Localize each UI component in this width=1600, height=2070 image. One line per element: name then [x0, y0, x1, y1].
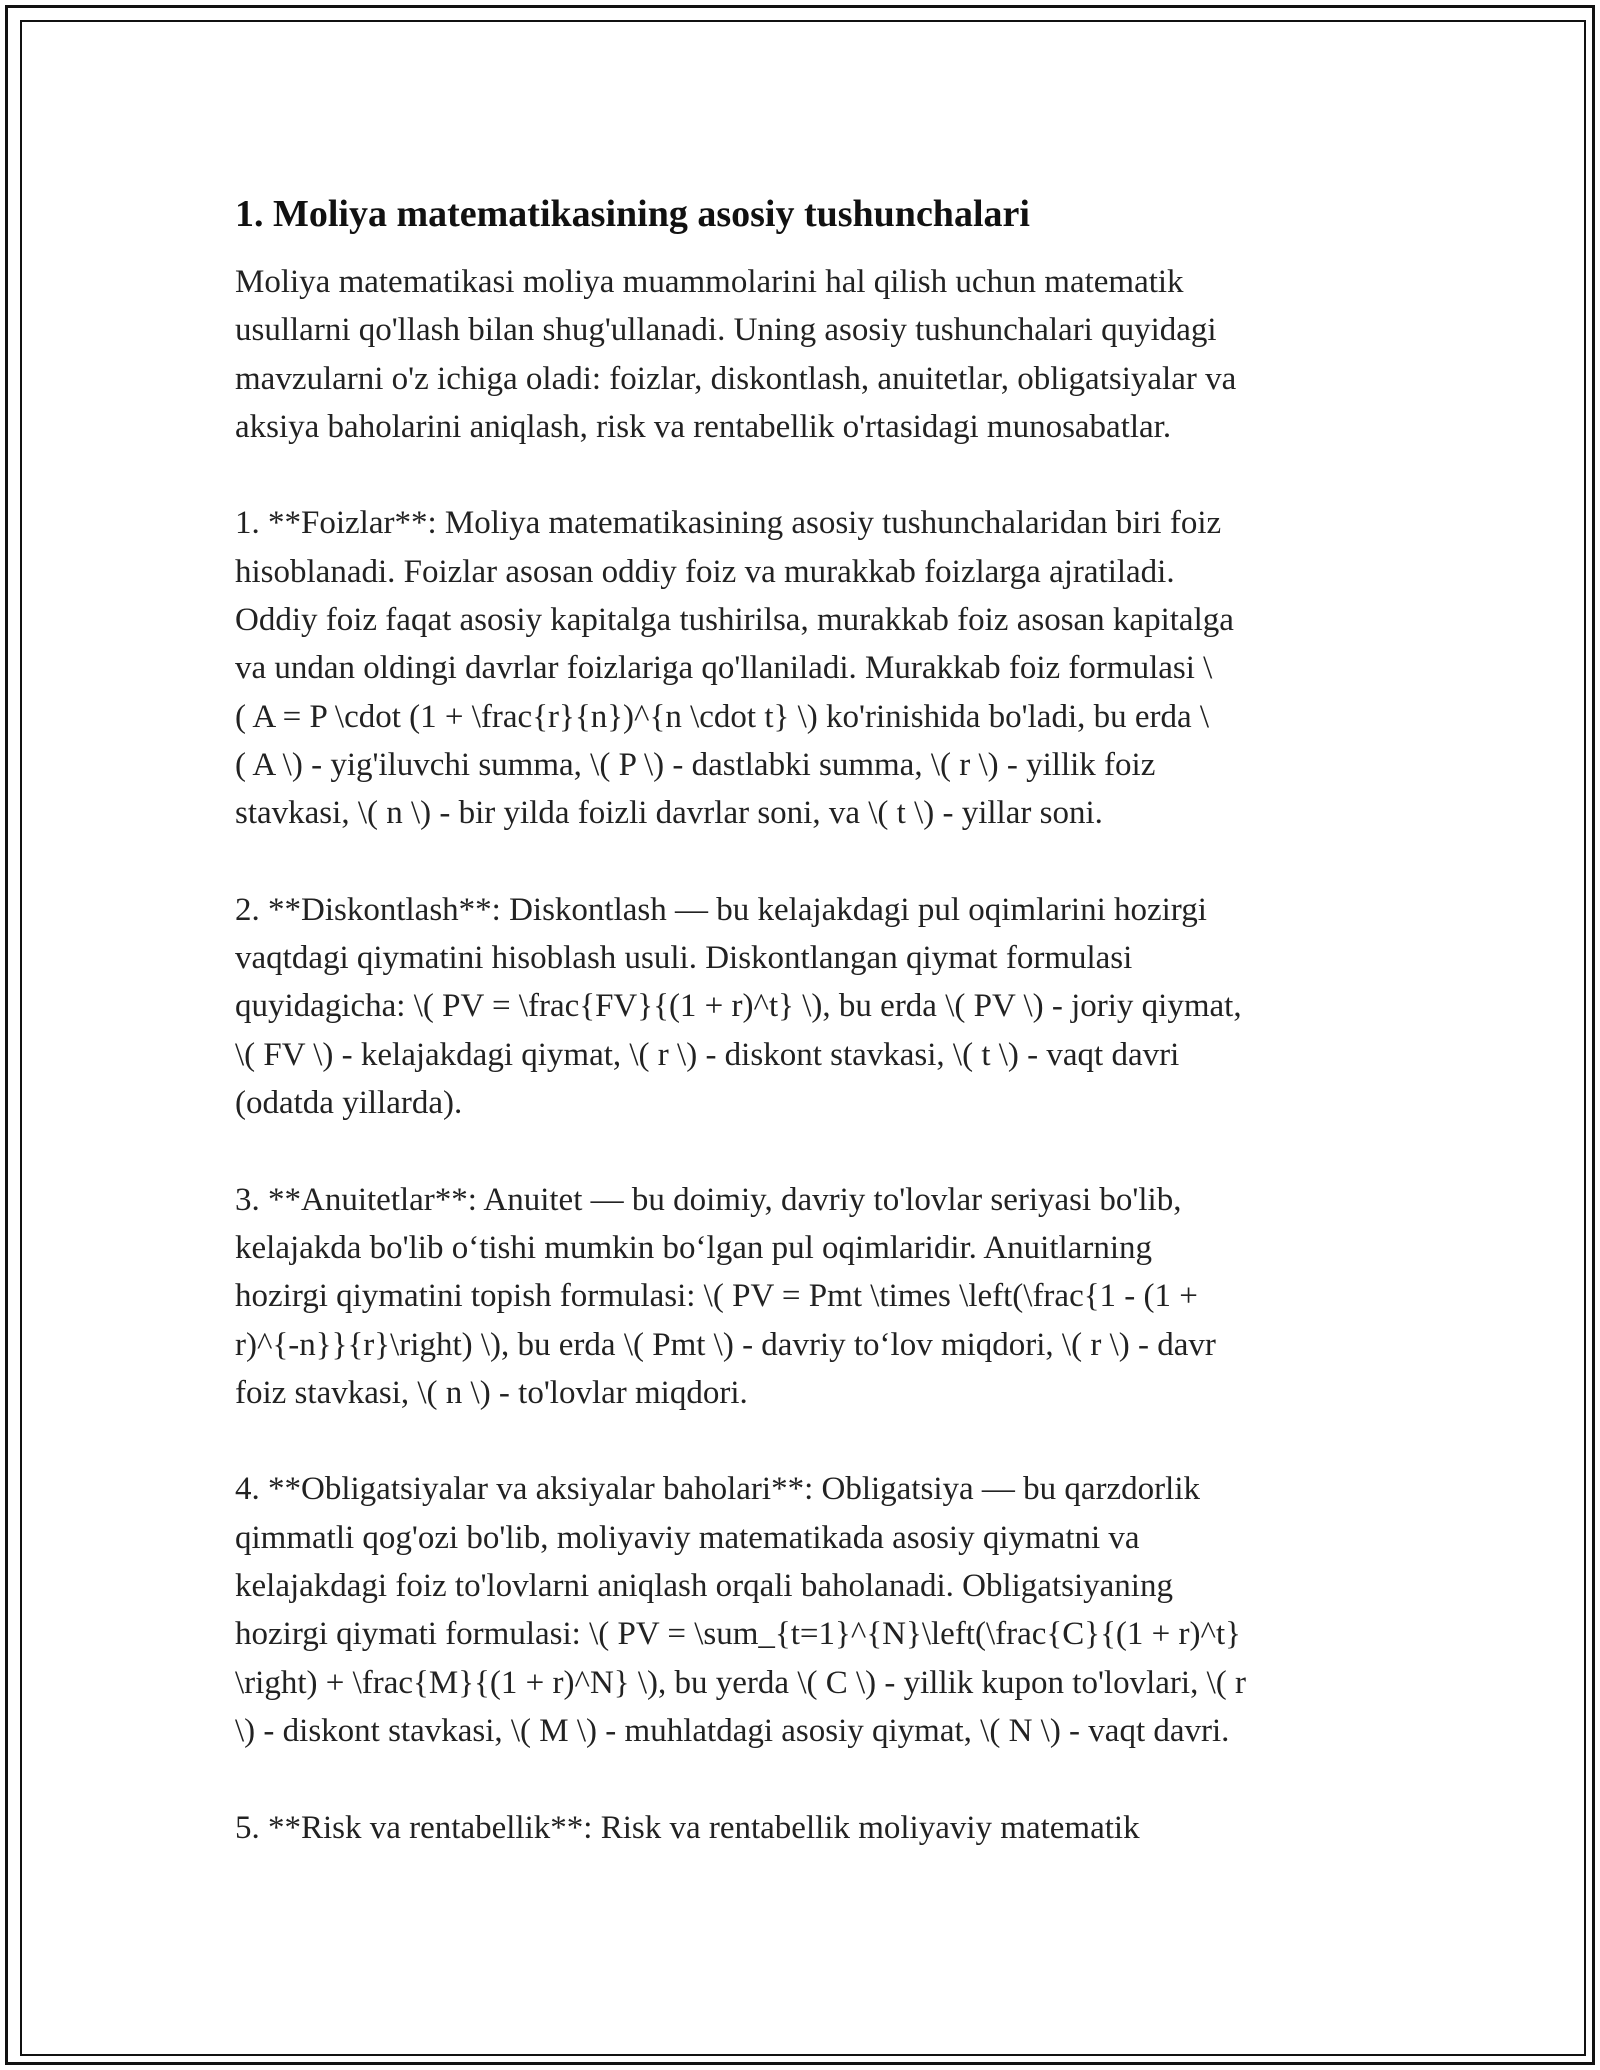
paragraph-risk: 5. **Risk va rentabellik**: Risk va rentabellik moliyaviy matematik [235, 1809, 1140, 1846]
paragraph-intro: Moliya matematikasi moliya muammolarini hal qilish uchun matematik usullarni qo'llash bilan shug'ullanadi. Uning asosiy tushunchalari quyidagi mavzularni o'z ichiga oladi: foizlar, diskontlash, anuitetlar, obligatsiyalar va aksiya baholarini aniqlash, risk va rentabellik o'rtasidagi munosabatlar. [235, 264, 1237, 445]
page-title: 1. Moliya matematikasining asosiy tushunchalari [235, 193, 1030, 235]
document-page [235, 190, 1365, 1900]
paragraph-diskontlash: 2. **Diskontlash**: Diskontlash — bu kelajakdagi pul oqimlarini hozirgi vaqtdagi qiymatini hisoblash usuli. Diskontlangan qiymat formulasi quyidagicha: \( PV = \frac{FV}{(1 + r)^t} \), bu erda \( PV \) - joriy qiymat, \( FV \) - kelajakdagi qiymat, \( r \) - diskont stavkasi, \( t \) - vaqt davri (odatda yillarda). [235, 891, 1242, 1122]
paragraph-foizlar: 1. **Foizlar**: Moliya matematikasining asosiy tushunchalaridan biri foiz hisoblanadi. Foizlar asosan oddiy foiz va murakkab foizlarga ajratiladi. Oddiy foiz faqat asosiy kapitalga tushirilsa, murakkab foiz asosan kapitalga va undan oldingi davrlar foizlariga qo'llaniladi. Murakkab foiz formulasi \ ( A = P \cdot (1 + \frac{r}{n})^{n \cdot t} \) ko'rinishida bo'ladi, bu erda \ ( A \) - yig'iluvchi summa, \( P \) - dastlabki summa, \( r \) - yillik foiz stavkasi, \( n \) - bir yilda foizli davrlar soni, va \( t \) - yillar soni. [235, 505, 1234, 832]
paragraph-anuitetlar: 3. **Anuitetlar**: Anuitet — bu doimiy, davriy to'lovlar seriyasi bo'lib, kelajakda bo'lib o‘tishi mumkin bo‘lgan pul oqimlaridir. Anuitlarning hozirgi qiymatini topish formulasi: \( PV = Pmt \times \left(\frac{1 - (1 + r)^{-n}}{r}\right) \), bu erda \( Pmt \) - davriy to‘lov miqdori, \( r \) - davr foiz stavkasi, \( n \) - to'lovlar miqdori. [235, 1181, 1216, 1411]
paragraph-obligatsiyalar: 4. **Obligatsiyalar va aksiyalar baholari**: Obligatsiya — bu qarzdorlik qimmatli qog'ozi bo'lib, moliyaviy matematikada asosiy qiymatni va kelajakdagi foiz to'lovlarni aniqlash orqali baholanadi. Obligatsiyaning hozirgi qiymati formulasi: \( PV = \sum_{t=1}^{N}\left(\frac{C}{(1 + r)^t} \right) + \frac{M}{(1 + r)^N} \), bu yerda \( C \) - yillik kupon to'lovlari, \( r \) - diskont stavkasi, \( M \) - muhlatdagi asosiy qiymat, \( N \) - vaqt davri. [235, 1471, 1246, 1749]
